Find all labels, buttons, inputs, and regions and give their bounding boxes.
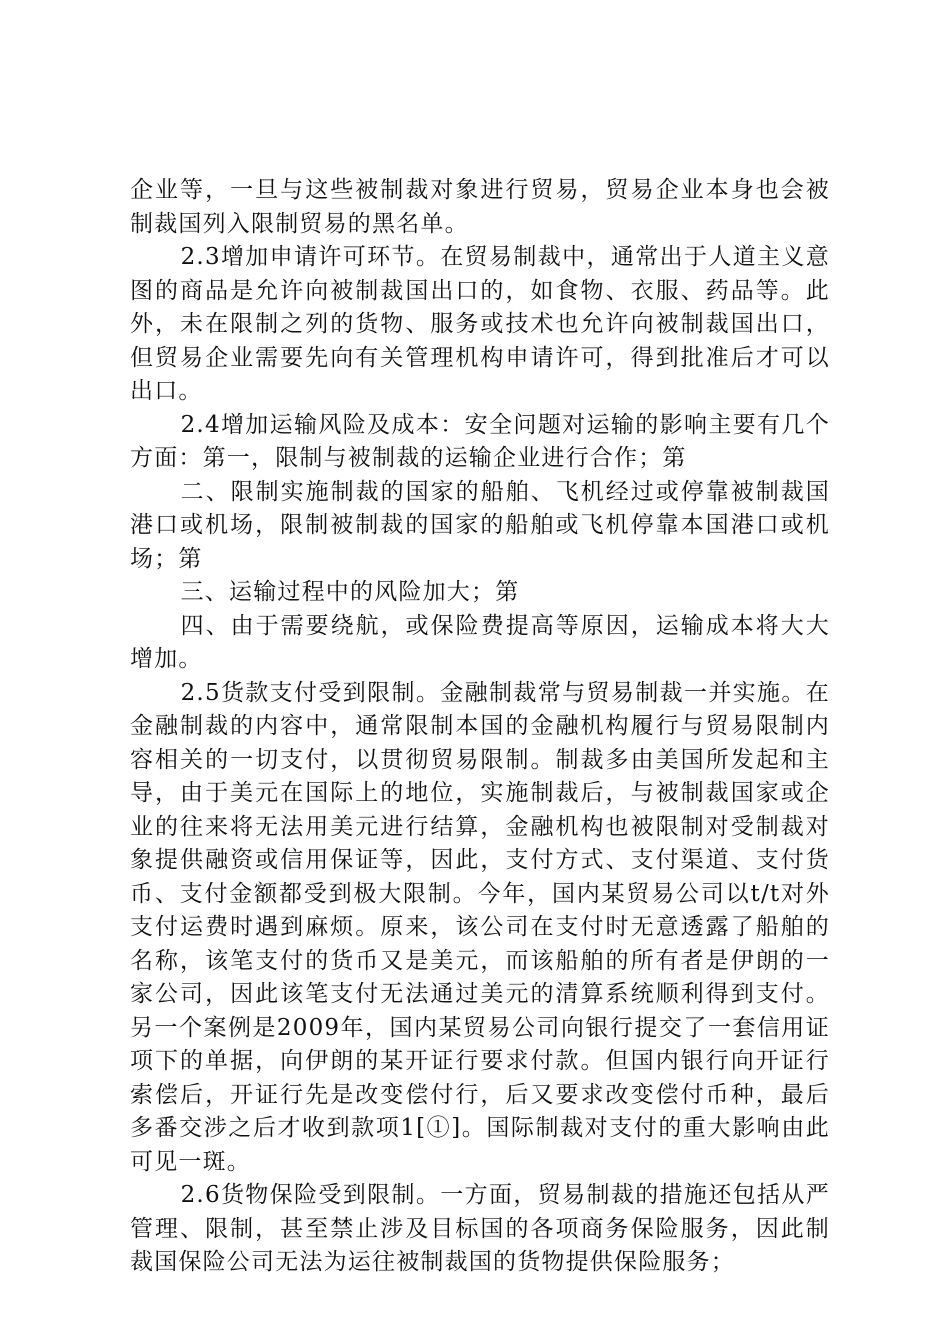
paragraph-8: 2.6货物保险受到限制。一方面，贸易制裁的措施还包括从严管理、限制，甚至禁止涉及目标国的各项商务保险服务，因此制裁国保险公司无法为运往被制裁国的货物提供保险服务； bbox=[130, 1182, 830, 1275]
paragraph-1: 企业等，一旦与这些被制裁对象进行贸易，贸易企业本身也会被制裁国列入限制贸易的黑名单。 bbox=[130, 177, 830, 237]
paragraph-4: 二、限制实施制裁的国家的船舶、飞机经过或停靠被制裁国港口或机场，限制被制裁的国家的船舶或飞机停靠本国港口或机场；第 bbox=[130, 478, 830, 572]
paragraph-3: 2.4增加运输风险及成本：安全问题对运输的影响主要有几个方面：第一，限制与被制裁的运输企业进行合作；第 bbox=[130, 411, 830, 471]
paragraph-6: 四、由于需要绕航，或保险费提高等原因，运输成本将大大增加。 bbox=[130, 612, 830, 672]
document-body bbox=[130, 174, 830, 1280]
paragraph-5: 三、运输过程中的风险加大；第 bbox=[180, 579, 520, 605]
paragraph-2: 2.3增加申请许可环节。在贸易制裁中，通常出于人道主义意图的商品是允许向被制裁国出口的，如食物、衣服、药品等。此外，未在限制之列的货物、服务或技术也允许向被制裁国出口，但贸易企业需要先向有关管理机构申请许可，得到批准后才可以出口。 bbox=[130, 244, 830, 404]
paragraph-7: 2.5货款支付受到限制。金融制裁常与贸易制裁一并实施。在金融制裁的内容中，通常限制本国的金融机构履行与贸易限制内容相关的一切支付，以贯彻贸易限制。制裁多由美国所发起和主导，由于美元在国际上的地位，实施制裁后，与被制裁国家或企业的往来将无法用美元进行结算，金融机构也被限制对受制裁对象提供融资或信用保证等，因此，支付方式、支付渠道、支付货币、支付金额都受到极大限制。今年，国内某贸易公司以t/t对外支付运费时遇到麻烦。原来，该公司在支付时无意透露了船舶的名称，该笔支付的货币又是美元，而该船舶的所有者是伊朗的一家公司，因此该笔支付无法通过美元的清算系统顺利得到支付。另一个案例是2009年，国内某贸易公司向银行提交了一套信用证项下的单据，向伊朗的某开证行要求付款。但国内银行向开证行索偿后，开证行先是改变偿付行，后又要求改变偿付币种，最后多番交涉之后才收到款项1[①]。国际制裁对支付的重大影响由此可见一斑。 bbox=[130, 679, 830, 1175]
